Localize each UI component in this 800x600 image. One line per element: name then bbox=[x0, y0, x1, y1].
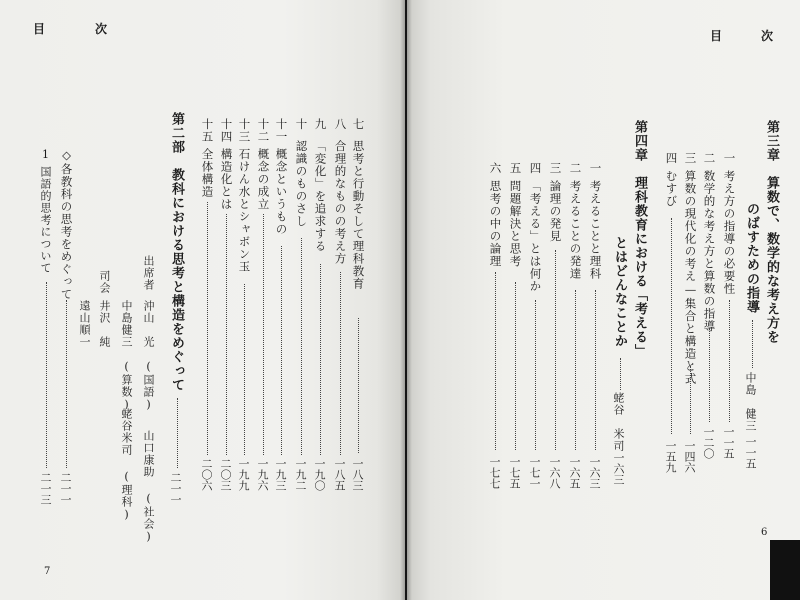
ch3-item-2-num: 二 bbox=[702, 152, 717, 165]
toc-item-8-num: 八 bbox=[333, 118, 348, 131]
sub1-text: 国語的思考について bbox=[39, 166, 52, 274]
ch3-item-1-text: 考え方の指導の必要性 bbox=[722, 170, 737, 295]
leader-dots bbox=[752, 320, 753, 368]
ch4-item-1-num: 一 bbox=[588, 162, 603, 175]
ch4-page: 一六三 bbox=[612, 452, 625, 485]
ch4-item-4-text: 「考える」とは何か bbox=[528, 180, 543, 293]
panel-attendee-2-subject: (算数) bbox=[120, 360, 133, 412]
moderator-name: 井沢 純 bbox=[98, 300, 111, 348]
ch4-item-6-num: 六 bbox=[488, 162, 503, 175]
ch4-item-2-text: 考えることの発達 bbox=[568, 180, 583, 280]
ch4-item-4-num: 四 bbox=[528, 162, 543, 175]
leader-dots bbox=[244, 284, 245, 455]
ch4-item-6-page: 一七七 bbox=[488, 456, 501, 489]
ch4-item-3-num: 三 bbox=[548, 162, 563, 175]
ch3-item-4-text: むすび bbox=[664, 170, 679, 208]
ch3-item-2-text: 数学的な考え方と算数の指導 bbox=[702, 170, 717, 333]
right-page bbox=[407, 0, 800, 600]
leader-dots bbox=[671, 218, 672, 434]
part2-title: 第二部 教科における思考と構造をめぐって bbox=[169, 112, 184, 392]
ch4-item-5-num: 五 bbox=[508, 162, 523, 175]
leader-dots bbox=[46, 282, 47, 468]
ch4-item-5-page: 一七五 bbox=[508, 456, 521, 489]
book-gutter bbox=[400, 0, 412, 600]
leader-dots bbox=[226, 214, 227, 455]
toc-item-12-text: 概念の成立 bbox=[256, 148, 271, 211]
toc-item-10-text: 認識のものさし bbox=[294, 140, 309, 228]
ch3-item-4-page: 一五九 bbox=[664, 440, 677, 473]
toc-item-7-page: 一八三 bbox=[351, 458, 364, 491]
panel-page: 二一一 bbox=[59, 472, 72, 505]
leader-dots bbox=[535, 300, 536, 450]
ch4-item-2-page: 一六五 bbox=[568, 456, 581, 489]
toc-item-15-num: 十五 bbox=[200, 118, 215, 143]
toc-item-12-num: 十二 bbox=[256, 118, 271, 143]
toc-item-14-text: 構造化とは bbox=[219, 148, 234, 211]
ch4-item-1-page: 一六三 bbox=[588, 456, 601, 489]
left-header-moku: 目 bbox=[33, 22, 46, 36]
ch4-item-1-text: 考えることと理科 bbox=[588, 180, 603, 280]
toc-item-7-text: 思考と行動そして理科教育 bbox=[351, 140, 366, 290]
leader-dots bbox=[709, 328, 710, 422]
panel-attendee-3-subject: (社会) bbox=[142, 492, 155, 544]
toc-item-8-page: 一八五 bbox=[333, 458, 346, 491]
panel-attendee-2: 中島健三 bbox=[120, 300, 133, 348]
leader-dots bbox=[575, 290, 576, 450]
ch4-item-4-page: 一七一 bbox=[528, 456, 541, 489]
leader-dots bbox=[66, 300, 67, 468]
leader-dots bbox=[281, 246, 282, 455]
toc-item-14-page: 二〇三 bbox=[219, 458, 232, 491]
leader-dots bbox=[358, 318, 359, 453]
right-header-moku: 目 bbox=[710, 29, 723, 43]
panel-attendee-1: 沖山 光 bbox=[142, 300, 155, 348]
leader-dots bbox=[320, 264, 321, 455]
toc-item-11-page: 一九三 bbox=[274, 458, 287, 491]
toc-item-7-num: 七 bbox=[351, 118, 366, 131]
ch4-item-5-text: 問題解決と思考 bbox=[508, 180, 523, 268]
toc-item-9-page: 一九〇 bbox=[313, 458, 326, 491]
toc-item-10-page: 一九二 bbox=[294, 458, 307, 491]
leader-dots bbox=[177, 398, 178, 468]
leader-dots bbox=[595, 290, 596, 450]
background-corner bbox=[770, 540, 800, 600]
toc-item-13-page: 一九九 bbox=[237, 458, 250, 491]
ch3-item-2-page: 一二〇 bbox=[702, 426, 715, 459]
sub1-num: 1 bbox=[39, 148, 52, 162]
ch3-item-1-num: 一 bbox=[722, 152, 737, 165]
moderator-label: 司会 bbox=[98, 270, 111, 294]
panel-attendee-4: 蛯谷米司 bbox=[120, 408, 133, 456]
right-page-number: 6 bbox=[761, 527, 768, 538]
ch3-page: 一一五 bbox=[744, 436, 757, 469]
ch3-item-1-page: 一一五 bbox=[722, 426, 735, 459]
ch4-item-6-text: 思考の中の論理 bbox=[488, 180, 503, 268]
left-header-tsugi: 次 bbox=[95, 22, 108, 36]
leader-dots bbox=[207, 202, 208, 455]
leader-dots bbox=[690, 366, 691, 434]
ch4-item-3-page: 一六八 bbox=[548, 456, 561, 489]
toc-item-9-text: 「変化」を追求する bbox=[313, 140, 328, 253]
toc-item-8-text: 合理的なものの考え方 bbox=[333, 140, 348, 265]
toc-item-10-num: 十 bbox=[294, 118, 309, 131]
left-page-number: 7 bbox=[44, 566, 51, 577]
ch3-author: 中島 健三 bbox=[744, 372, 757, 432]
ch3-item-4-num: 四 bbox=[664, 152, 679, 165]
leader-dots bbox=[263, 214, 264, 455]
toc-item-15-page: 二〇六 bbox=[200, 458, 213, 491]
ch3-title-line2: のばすための指導 bbox=[744, 202, 759, 314]
panel-heading: ◇各教科の思考をめぐって bbox=[59, 148, 74, 301]
toc-item-11-num: 十一 bbox=[274, 118, 289, 143]
part2-page: 二一一 bbox=[169, 472, 182, 505]
toc-item-14-num: 十四 bbox=[219, 118, 234, 143]
panel-attendee-3: 山口康助 bbox=[142, 430, 155, 478]
toc-item-13-num: 十三 bbox=[237, 118, 252, 143]
ch3-item-3-num: 三 bbox=[683, 152, 698, 165]
leader-dots bbox=[301, 238, 302, 455]
leader-dots bbox=[495, 272, 496, 450]
toc-item-13-text: 石けん水とシャボン玉 bbox=[237, 148, 252, 273]
toc-item-15-text: 全体構造 bbox=[200, 148, 215, 198]
ch4-author: 蛯谷 米司 bbox=[612, 392, 625, 452]
leader-dots bbox=[729, 300, 730, 422]
ch4-title-line1: 第四章 理科教育における「考える」 bbox=[632, 120, 647, 358]
ch3-title-line1: 第三章 算数で、数学的な考え方を bbox=[764, 120, 779, 344]
panel-attendees-label: 出席者 bbox=[142, 255, 155, 291]
toc-item-12-page: 一九六 bbox=[256, 458, 269, 491]
sub1-author: 遠山順一 bbox=[78, 300, 91, 348]
leader-dots bbox=[515, 282, 516, 450]
sub1-page: 二一三 bbox=[39, 472, 52, 505]
panel-attendee-4-subject: (理科) bbox=[120, 470, 133, 522]
ch4-item-2-num: 二 bbox=[568, 162, 583, 175]
ch3-item-3-page: 一四六 bbox=[683, 440, 696, 473]
leader-dots bbox=[555, 250, 556, 450]
panel-attendee-1-subject: (国語) bbox=[142, 360, 155, 412]
ch4-item-3-text: 論理の発見 bbox=[548, 180, 563, 243]
right-header-tsugi: 次 bbox=[761, 29, 774, 43]
ch4-title-line2: とはどんなことか bbox=[612, 236, 627, 348]
toc-item-11-text: 概念というもの bbox=[274, 148, 289, 236]
leader-dots bbox=[340, 272, 341, 455]
ch3-item-3-text: 算数の現代化の考え—集合と構造と式 bbox=[683, 170, 698, 385]
leader-dots bbox=[620, 358, 621, 390]
toc-item-9-num: 九 bbox=[313, 118, 328, 131]
